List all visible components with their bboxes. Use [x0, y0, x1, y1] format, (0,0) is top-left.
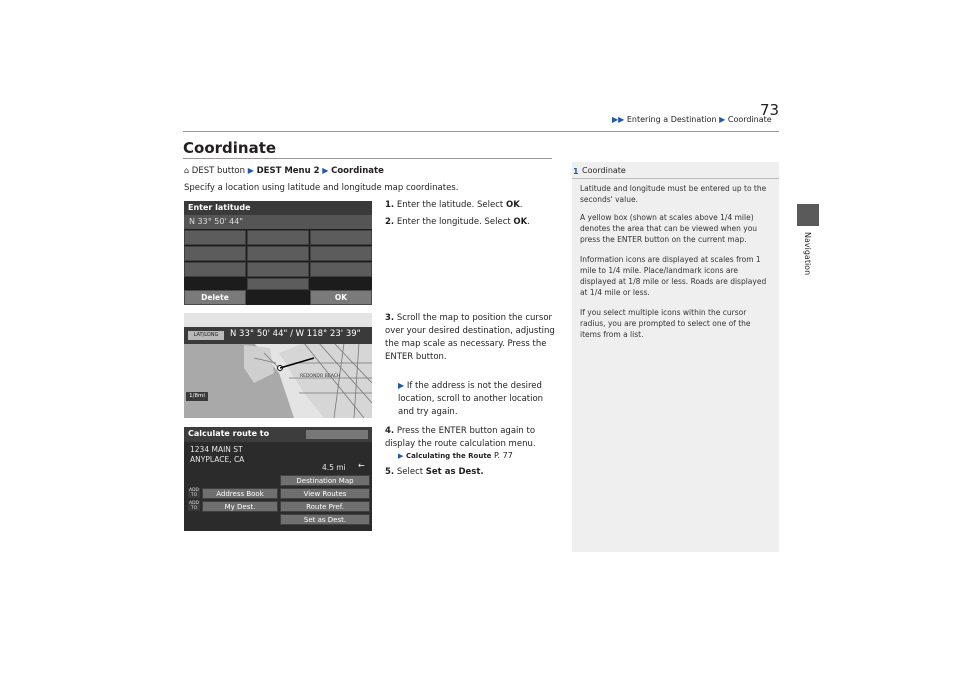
- keypad-key[interactable]: [247, 278, 309, 290]
- breadcrumb-section: Entering a Destination: [626, 115, 717, 124]
- breadcrumb: [612, 115, 772, 124]
- keypad-key[interactable]: [184, 262, 246, 277]
- path-prefix: DEST button: [191, 166, 246, 176]
- triangle-icon: ▶▶: [612, 115, 625, 124]
- note-paragraph-3: Information icons are displayed at scales from 1 mile to 1/4 mile. Place/landmark icons are displayed at 1/8 mile or less. Roads are displayed at 1/4 mile or less.: [580, 255, 767, 297]
- latitude-screen: [184, 201, 372, 305]
- step-number: 1.: [385, 200, 395, 210]
- note-title: Coordinate: [582, 166, 626, 175]
- page-number: 73: [760, 101, 780, 119]
- destination-map-button[interactable]: Destination Map: [280, 475, 370, 486]
- keypad-key[interactable]: [247, 230, 309, 245]
- step-number: 3.: [385, 313, 395, 323]
- step-text: Enter the longitude. Select: [396, 217, 514, 227]
- delete-button[interactable]: Delete: [184, 290, 246, 305]
- screen-title: [184, 201, 372, 215]
- set-as-dest-button[interactable]: Set as Dest.: [280, 514, 370, 525]
- address-book-button[interactable]: Address Book: [202, 488, 278, 499]
- step-1: [385, 199, 570, 212]
- header-divider: [183, 131, 779, 132]
- step-bold: Set as Dest.: [425, 467, 484, 477]
- step-number: 4.: [385, 426, 395, 436]
- reference-icon: ▶: [398, 452, 404, 460]
- triangle-icon: ▶: [322, 166, 329, 175]
- step-text: Select: [396, 467, 426, 477]
- map-screen: [184, 313, 372, 418]
- latitude-text: N 33° 50' 44": [189, 217, 244, 226]
- note-paragraph-4: If you select multiple icons within the cursor radius, you are prompted to select one of the items from a list.: [580, 308, 751, 339]
- add-to-icon: ADD TO: [188, 501, 199, 511]
- step-bold: OK: [513, 217, 528, 227]
- reference-page: P. 77: [493, 451, 513, 460]
- page-title: Coordinate: [183, 139, 277, 157]
- poi-icons: [306, 430, 368, 439]
- keypad-key[interactable]: [247, 262, 309, 277]
- step-5: [385, 466, 570, 479]
- step-3-sub: [398, 379, 558, 419]
- chapter-label: Navigation: [803, 232, 812, 276]
- coordinate-readout: N 33° 50' 44" / W 118° 23' 39": [230, 329, 361, 339]
- note-paragraph-1: Latitude and longitude must be entered up to the seconds' value.: [580, 184, 767, 204]
- step-end: .: [519, 200, 523, 210]
- step-text: Scroll the map to position the cursor over your desired destination, adjusting the map scale as necessary. Press the ENTER button.: [385, 313, 555, 362]
- path-menu: DEST Menu 2: [256, 166, 320, 176]
- step-3: [385, 312, 555, 364]
- screen-title-text: Calculate route to: [188, 429, 270, 438]
- keypad-key[interactable]: [184, 246, 246, 261]
- cross-reference[interactable]: [398, 451, 513, 460]
- reference-title: Calculating the Route: [405, 452, 492, 460]
- keypad-key[interactable]: [247, 246, 309, 261]
- keypad-key[interactable]: [310, 246, 372, 261]
- my-dest-button[interactable]: My Dest.: [202, 501, 278, 512]
- triangle-icon: ▶: [247, 166, 254, 175]
- step-text: Press the ENTER button again to display the route calculation menu.: [385, 426, 536, 449]
- keypad-key[interactable]: [310, 230, 372, 245]
- breadcrumb-page: Coordinate: [727, 115, 772, 124]
- map-scale: 1/8mi: [186, 392, 208, 401]
- step-4: [385, 425, 557, 451]
- direction-arrow-icon: ←: [358, 461, 365, 470]
- step-number: 2.: [385, 217, 395, 227]
- screen-title-text: Enter latitude: [188, 203, 251, 212]
- home-icon: ⌂: [184, 166, 190, 175]
- ok-button[interactable]: OK: [310, 290, 372, 305]
- route-pref-button[interactable]: Route Pref.: [280, 501, 370, 512]
- calculate-route-screen: [184, 427, 372, 531]
- note-paragraph-2: A yellow box (shown at scales above 1/4 mile) denotes the area that can be viewed when you press the ENTER button on the current map.: [580, 213, 758, 244]
- triangle-icon: ▶: [398, 381, 405, 390]
- view-routes-button[interactable]: View Routes: [280, 488, 370, 499]
- keypad-key[interactable]: [184, 230, 246, 245]
- address-line-1: 1234 MAIN ST: [190, 445, 243, 454]
- chapter-tab: [797, 204, 819, 226]
- lat-long-badge: LAT/LONG: [188, 331, 224, 340]
- keypad-key[interactable]: [310, 262, 372, 277]
- map-place-label: REDONDO BEACH: [300, 374, 341, 379]
- route-distance: 4.5 mi: [322, 463, 346, 472]
- step-text: Enter the latitude. Select: [396, 200, 506, 210]
- add-to-icon: ADD TO: [188, 488, 199, 498]
- step-number: 5.: [385, 467, 395, 477]
- address-line-2: ANYPLACE, CA: [190, 455, 245, 464]
- step-subtext: If the address is not the desired location, scroll to another location and try again.: [398, 381, 544, 417]
- latitude-value: [184, 215, 372, 229]
- intro-text: Specify a location using latitude and longitude map coordinates.: [184, 183, 459, 193]
- step-2: [385, 216, 570, 229]
- note-number-icon: 1: [573, 167, 579, 176]
- path-item: Coordinate: [331, 166, 384, 176]
- step-end: .: [527, 217, 530, 227]
- title-divider: [183, 158, 552, 159]
- triangle-icon: ▶: [719, 115, 726, 124]
- note-divider: [572, 178, 779, 179]
- step-bold: OK: [505, 200, 520, 210]
- menu-path: [184, 166, 384, 176]
